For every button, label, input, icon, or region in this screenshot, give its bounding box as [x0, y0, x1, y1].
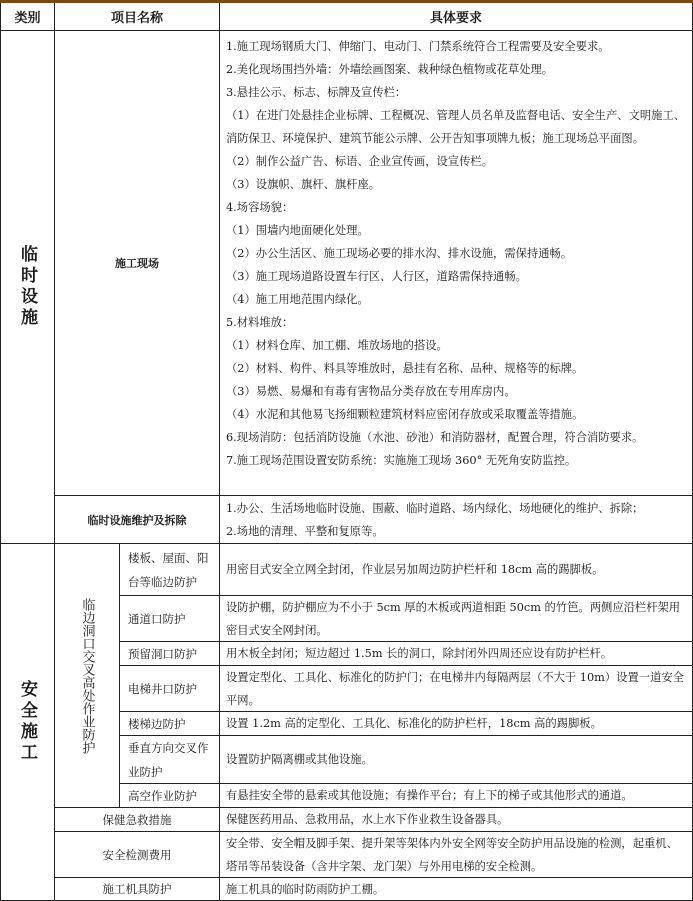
category-temporary-facilities: 临时设施 — [0, 31, 55, 544]
req-line: （1）在进门处悬挂企业标牌、工程概况、管理人员名单及监督电话、安全生产、文明施工、消防保卫、环境保护、建筑节能公示牌、公开告知事项牌九板；施工现场总平面图。 — [226, 109, 686, 145]
item-facility-maintenance: 临时设施维护及拆除 — [55, 496, 220, 544]
req-line: （4）水泥和其他易飞扬细颗粒建筑材料应密闭存放或采取覆盖等措施。 — [226, 408, 584, 421]
item-stair-edge-protection: 楼梯边防护 — [120, 712, 220, 736]
requirement-facility-maintenance — [220, 496, 693, 544]
requirement-elevator-shaft-protection: 设置定型化、工具化、标准化的防护门；在电梯井内每隔两层（不大于 10m）设置一道安全平网。 — [220, 666, 693, 712]
item-elevator-shaft-protection: 电梯井口防护 — [120, 666, 220, 712]
category-safe-construction: 安全施工 — [0, 544, 55, 901]
req-line: 1.办公、生活场地临时设施、围蔽、临时道路、场内绿化、场地硬化的维护、拆除； — [226, 501, 644, 515]
req-line: （1）材料仓库、加工棚、堆放场地的搭设。 — [226, 339, 448, 352]
header-requirement: 具体要求 — [220, 3, 693, 31]
req-line: 7.施工现场范围设置安防系统：实施施工现场 360° 无死角安防监控。 — [226, 454, 577, 467]
item-reserved-hole-protection: 预留洞口防护 — [120, 642, 220, 666]
requirement-high-altitude-protection: 有悬挂安全带的悬索或其他设施；有操作平台；有上下的梯子或其他形式的通道。 — [220, 784, 693, 808]
req-line: 4.场容场貌： — [226, 201, 294, 214]
req-line: 1.施工现场钢质大门、伸缩门、电动门、门禁系统符合工程需要及安全要求。 — [226, 40, 610, 53]
item-first-aid: 保健急救措施 — [55, 808, 220, 832]
requirement-edge-protection: 用密目式安全立网全封闭，作业层另加周边防护栏杆和 18cm 高的踢脚板。 — [220, 544, 693, 596]
req-line: （3）设旗帜、旗杆、旗杆座。 — [226, 178, 381, 191]
req-line: 2.场地的清理、平整和复原等。 — [226, 524, 384, 538]
requirement-reserved-hole-protection: 用木板全封闭；短边超过 1.5m 长的洞口，除封闭外四周还应设有防护栏杆。 — [220, 642, 693, 666]
item-machinery-protection: 施工机具防护 — [55, 878, 220, 901]
item-safety-inspection-cost: 安全检测费用 — [55, 832, 220, 878]
requirement-safety-inspection-cost: 安全带、安全帽及脚手架、提升架等架体内外安全网等安全防护用品设施的检测，起重机、塔吊等吊装设备（含井字架、龙门架）与外用电梯的安全检测。 — [220, 832, 693, 878]
requirement-stair-edge-protection: 设置 1.2m 高的定型化、工具化、标准化的防护栏杆，18cm 高的踢脚板。 — [220, 712, 693, 736]
req-line: 5.材料堆放： — [226, 316, 294, 329]
req-line: 2.美化现场围挡外墙：外墙绘画图案、栽种绿色植物或花草处理。 — [226, 63, 554, 76]
requirement-passage-protection: 设防护棚，防护棚应为不小于 5cm 厚的木板或两道相距 50cm 的竹笆。两侧应沿栏杆架用密目式安全网封闭。 — [220, 596, 693, 642]
req-line: （2）办公生活区、施工现场必要的排水沟、排水设施，需保持通畅。 — [226, 247, 573, 260]
requirement-machinery-protection: 施工机具的临时防雨防护工棚。 — [220, 878, 693, 901]
header-category: 类别 — [0, 3, 55, 31]
req-line: （2）材料、构件、料具等堆放时，悬挂有名称、品种、规格等的标牌。 — [226, 362, 584, 375]
req-line: 6.现场消防：包括消防设施（水池、砂池）和消防器材，配置合理，符合消防要求。 — [226, 431, 644, 444]
item-construction-site: 施工现场 — [55, 31, 220, 496]
header-item-name: 项目名称 — [55, 3, 220, 31]
requirement-construction-site — [220, 31, 693, 496]
item-cross-work-protection: 垂直方向交叉作业防护 — [120, 736, 220, 784]
req-line: 3.悬挂公示、标志、标牌及宣传栏： — [226, 86, 407, 99]
item-high-altitude-protection: 高空作业防护 — [120, 784, 220, 808]
edge-protection-group: 临边洞口交叉高处作业防护 — [55, 544, 120, 808]
req-line: （3）易燃、易爆和有毒有害物品分类存放在专用库房内。 — [226, 385, 516, 398]
item-edge-protection: 楼板、屋面、阳台等临边防护 — [120, 544, 220, 596]
req-line: （2）制作公益广告、标语、企业宣传画，设宣传栏。 — [226, 155, 494, 168]
req-line: （3）施工现场道路设置车行区、人行区，道路需保持通畅。 — [226, 270, 527, 283]
req-line: （4）施工用地范围内绿化。 — [226, 293, 369, 306]
req-line: （1）围墙内地面硬化处理。 — [226, 224, 369, 237]
item-passage-protection: 通道口防护 — [120, 596, 220, 642]
requirement-cross-work-protection: 设置防护隔离棚或其他设施。 — [220, 736, 693, 784]
requirement-first-aid: 保健医药用品、急救用品，水上水下作业救生设备器具。 — [220, 808, 693, 832]
